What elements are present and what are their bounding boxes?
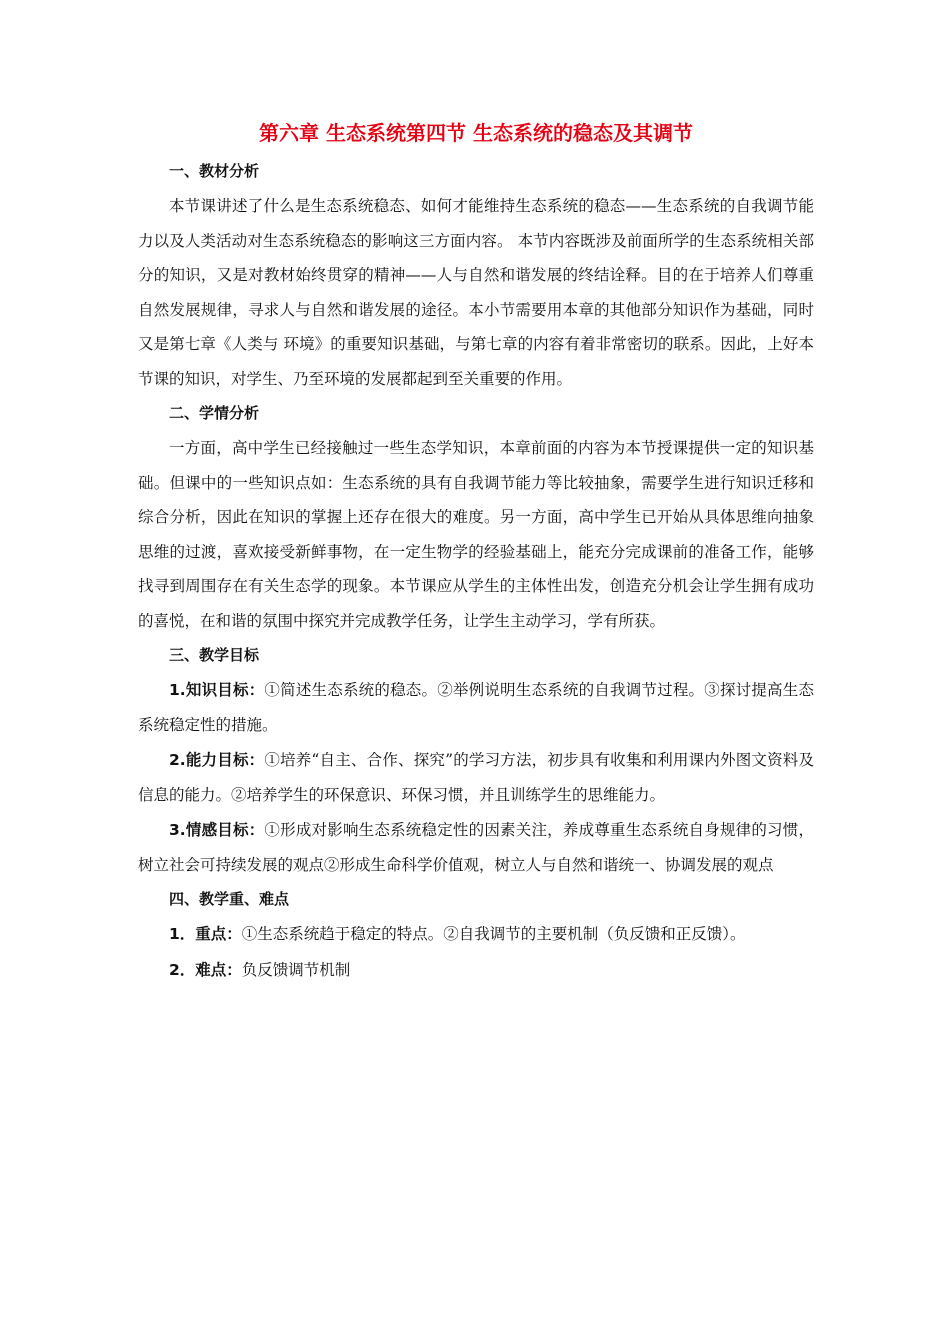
objective-emotion-text: ①形成对影响生态系统稳定性的因素关注，养成尊重生态系统自身规律的习惯，树立社会可持续发展的观点②形成生命科学价值观，树立人与自然和谐统一、协调发展的观点 bbox=[138, 821, 814, 874]
difficult-point-text: 负反馈调节机制 bbox=[241, 960, 351, 979]
section-heading-key-points: 四、教学重、难点 bbox=[169, 890, 290, 908]
objective-emotion bbox=[138, 813, 814, 882]
difficult-point bbox=[138, 953, 814, 988]
key-point-text: ①生态系统趋于稳定的特点。②自我调节的主要机制（负反馈和正反馈）。 bbox=[241, 925, 746, 943]
objective-knowledge-text: ①简述生态系统的稳态。②举例说明生态系统的自我调节过程。③探讨提高生态系统稳定性的措施。 bbox=[138, 681, 814, 734]
objective-ability-label: 2.能力目标： bbox=[169, 751, 265, 769]
paragraph-student-analysis: 一方面，高中学生已经接触过一些生态学知识，本章前面的内容为本节授课提供一定的知识基础。但课中的一些知识点如：生态系统的具有自我调节能力等比较抽象，需要学生进行知识迁移和综合分析，因此在知识的掌握上还存在很大的难度。另一方面，高中学生已开始从具体思维向抽象思维的过渡，喜欢接受新鲜事物，在一定生物学的经验基础上，能充分完成课前的准备工作，能够找寻到周围存在有关生态学的现象。本节课应从学生的主体性出发，创造充分机会让学生拥有成功的喜悦，在和谐的氛围中探究并完成教学任务，让学生主动学习，学有所获。 bbox=[138, 439, 814, 630]
document-page bbox=[138, 118, 814, 987]
objective-knowledge bbox=[138, 673, 814, 742]
key-point-label: 1．重点： bbox=[169, 925, 242, 943]
key-point bbox=[138, 917, 814, 952]
objective-ability bbox=[138, 743, 814, 812]
section-heading-textbook-analysis: 一、教材分析 bbox=[169, 162, 260, 180]
objective-emotion-label: 3.情感目标： bbox=[169, 821, 265, 839]
document-title: 第六章 生态系统第四节 生态系统的稳态及其调节 bbox=[259, 121, 693, 145]
paragraph-textbook-analysis: 本节课讲述了什么是生态系统稳态、如何才能维持生态系统的稳态——生态系统的自我调节能力以及人类活动对生态系统稳态的影响这三方面内容。 本节内容既涉及前面所学的生态系统相关部分的知识，又是对教材始终贯穿的精神——人与自然和谐发展的终结诠释。目的在于培养人们尊重自然发展规律，寻求人与自然和谐发展的途径。本小节需要用本章的其他部分知识作为基础，同时又是第七章《人类与 环境》的重要知识基础，与第七章的内容有着非常密切的联系。因此，上好本节课的知识，对学生、乃至环境的发展都起到至关重要的作用。 bbox=[138, 197, 814, 388]
difficult-point-label: 2．难点： bbox=[169, 960, 242, 979]
objective-ability-text: ①培养“自主、合作、探究”的学习方法，初步具有收集和利用课内外图文资料及信息的能力。②培养学生的环保意识、环保习惯，并且训练学生的思维能力。 bbox=[138, 751, 814, 804]
section-heading-student-analysis: 二、学情分析 bbox=[169, 404, 260, 422]
objective-knowledge-label: 1.知识目标： bbox=[169, 681, 265, 699]
section-heading-teaching-objectives: 三、教学目标 bbox=[169, 646, 260, 664]
